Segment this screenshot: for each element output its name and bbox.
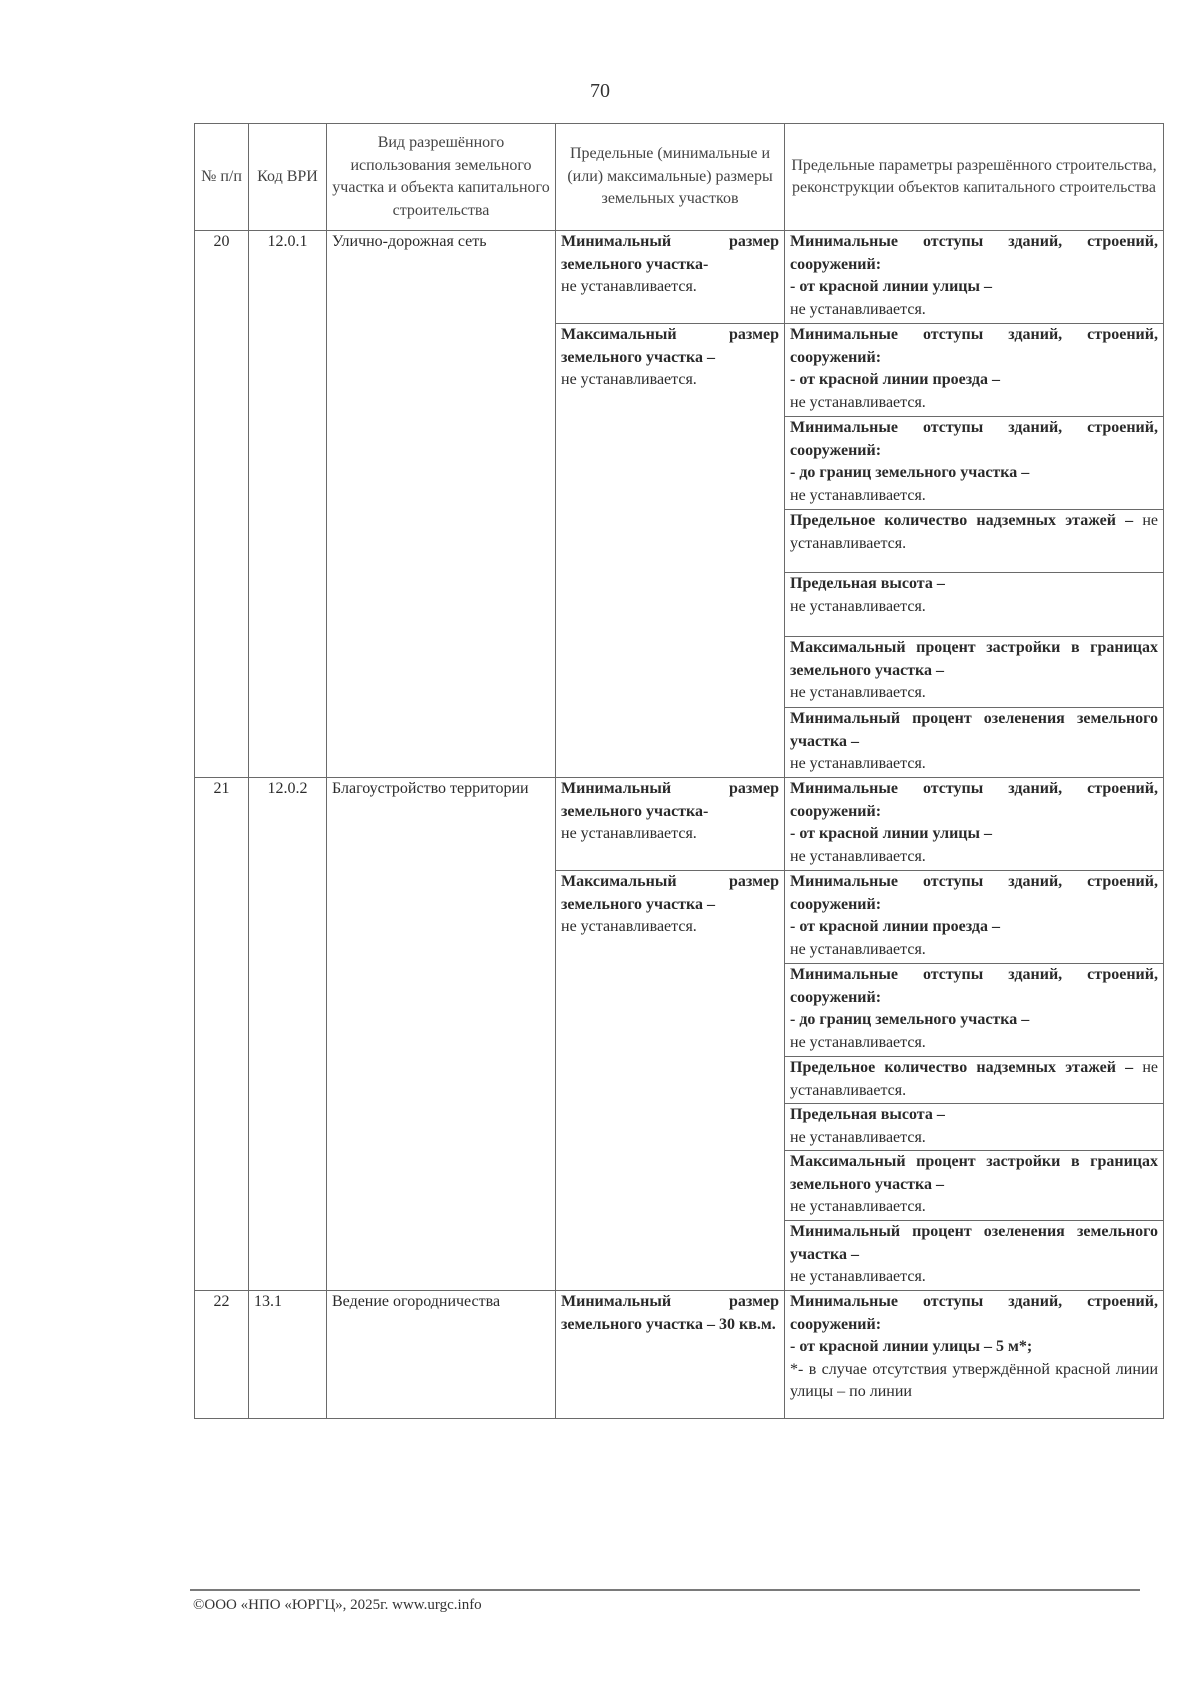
param-label: Предельная высота –: [790, 575, 945, 592]
param-sublabel: - от красной линии проезда –: [790, 371, 1000, 388]
table-row: [195, 231, 1164, 324]
table-header-row: [195, 124, 1164, 231]
param-label: Предельное количество надземных этажей –: [790, 512, 1134, 529]
header-num: № п/п: [195, 124, 249, 231]
row-number: 21: [195, 778, 249, 1291]
param-value: не устанавливается.: [790, 597, 926, 615]
row-number: 22: [195, 1291, 249, 1419]
row-code: 12.0.1: [249, 231, 327, 778]
size-value: не устанавливается.: [561, 278, 697, 295]
size-value: не устанавливается.: [561, 825, 697, 842]
param-sublabel: - от красной линии улицы – 5 м*;: [790, 1338, 1033, 1355]
param-label: Минимальные отступы зданий, строений, сооружений:: [790, 1293, 1158, 1333]
param-label: Предельная высота –: [790, 1106, 945, 1123]
param-cell: [785, 324, 1164, 417]
param-value: не устанавливается.: [790, 1059, 1158, 1099]
param-label: Максимальный процент застройки в границах земельного участка –: [790, 1153, 1158, 1193]
size-label: Максимальный размер земельного участка –: [561, 873, 779, 913]
param-sublabel: - от красной линии улицы –: [790, 825, 992, 842]
param-value: не устанавливается.: [790, 1033, 926, 1051]
param-value: не устанавливается.: [790, 684, 926, 701]
param-cell: [785, 1104, 1164, 1151]
size-label: Минимальный размер земельного участка – 30 кв.м.: [561, 1293, 779, 1333]
param-label: Минимальные отступы зданий, строений, сооружений:: [790, 873, 1158, 913]
param-value: не устанавливается.: [790, 755, 926, 772]
row-number: 20: [195, 231, 249, 778]
param-cell: [785, 778, 1164, 871]
header-kind: Вид разрешённого использования земельного участка и объекта капитального строительства: [327, 124, 556, 231]
row-code: 12.0.2: [249, 778, 327, 1291]
param-value: не устанавливается.: [790, 486, 926, 504]
param-sublabel: - до границ земельного участка –: [790, 464, 1030, 481]
footer-copyright: ©ООО «НПО «ЮРГЦ», 2025г. www.urgc.info: [193, 1597, 482, 1613]
param-label: Минимальные отступы зданий, строений, сооружений:: [790, 326, 1158, 366]
header-sizes: Предельные (минимальные и (или) максимальные) размеры земельных участков: [556, 124, 785, 231]
param-value: не устанавливается.: [790, 847, 926, 865]
regulations-table: [194, 123, 1164, 1419]
param-label: Минимальный процент озеленения земельного участка –: [790, 1223, 1158, 1263]
size-cell: [556, 871, 785, 1291]
header-params: Предельные параметры разрешённого строительства, реконструкции объектов капитального строительства: [785, 124, 1164, 231]
param-note: *- в случае отсутствия утверждённой красной линии улицы – по линии: [790, 1360, 1158, 1400]
param-cell: [785, 510, 1164, 573]
size-cell: [556, 778, 785, 871]
param-sublabel: - от красной линии улицы –: [790, 278, 992, 295]
param-label: Минимальные отступы зданий, строений, сооружений:: [790, 966, 1158, 1006]
param-label: Минимальные отступы зданий, строений, сооружений:: [790, 780, 1158, 820]
size-value: не устанавливается.: [561, 918, 697, 935]
param-cell: [785, 417, 1164, 510]
param-cell: [785, 573, 1164, 637]
row-code: 13.1: [249, 1291, 327, 1419]
header-code: Код ВРИ: [249, 124, 327, 231]
size-label: Минимальный размер земельного участка-: [561, 780, 779, 820]
param-value: не устанавливается.: [790, 1268, 926, 1285]
row-name: Улично-дорожная сеть: [327, 231, 556, 778]
param-cell: [785, 1057, 1164, 1104]
param-label: Минимальный процент озеленения земельного участка –: [790, 710, 1158, 750]
param-cell: [785, 1151, 1164, 1221]
param-cell: [785, 708, 1164, 778]
param-cell: [785, 1221, 1164, 1291]
size-value: не устанавливается.: [561, 371, 697, 388]
footer-divider: [190, 1589, 1140, 1591]
param-cell: [785, 964, 1164, 1057]
row-name: Благоустройство территории: [327, 778, 556, 1291]
param-label: Минимальные отступы зданий, строений, сооружений:: [790, 233, 1158, 273]
param-sublabel: - от красной линии проезда –: [790, 918, 1000, 935]
table-row: [195, 778, 1164, 871]
size-label: Минимальный размер земельного участка-: [561, 233, 779, 273]
param-value: не устанавливается.: [790, 940, 926, 958]
size-label: Максимальный размер земельного участка –: [561, 326, 779, 366]
table-row: [195, 1291, 1164, 1419]
row-name: Ведение огородничества: [327, 1291, 556, 1419]
param-label: Максимальный процент застройки в границах земельного участка –: [790, 639, 1158, 679]
param-cell: [785, 231, 1164, 324]
param-sublabel: - до границ земельного участка –: [790, 1011, 1030, 1028]
size-cell: [556, 231, 785, 324]
param-value: не устанавливается.: [790, 1128, 926, 1146]
size-cell: [556, 324, 785, 778]
param-cell: [785, 1291, 1164, 1419]
param-label: Минимальные отступы зданий, строений, сооружений:: [790, 419, 1158, 459]
param-value: не устанавливается.: [790, 1198, 926, 1215]
param-value: не устанавливается.: [790, 300, 926, 318]
param-cell: [785, 871, 1164, 964]
param-label: Предельное количество надземных этажей –: [790, 1059, 1134, 1076]
param-cell: [785, 637, 1164, 708]
param-value: не устанавливается.: [790, 393, 926, 411]
param-value: не устанавливается.: [790, 512, 1158, 552]
size-cell: [556, 1291, 785, 1419]
page-number: 70: [590, 80, 610, 102]
